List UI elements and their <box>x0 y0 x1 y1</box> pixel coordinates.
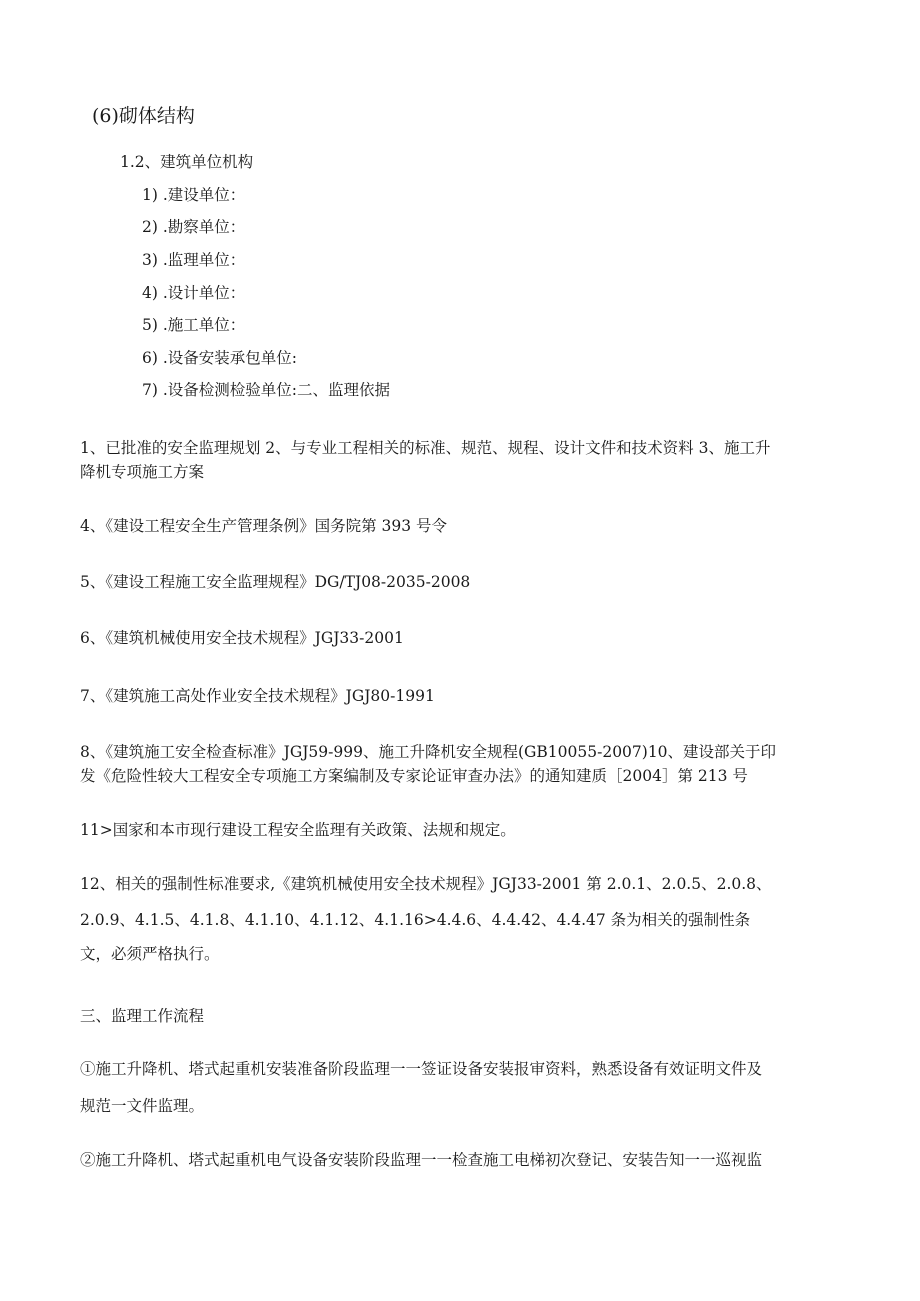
section-heading: (6)砌体结构 <box>92 105 195 127</box>
basis-item-8-cont: 发《危险性较大工程安全专项施工方案编制及专家论证审查办法》的通知建质［2004］第 213 号 <box>80 767 748 785</box>
basis-item-8: 8、《建筑施工安全检查标准》JGJ59-999、施工升降机安全规程(GB10055-2007)10、建设部关于印 <box>80 743 777 761</box>
basis-item-4: 4、《建设工程安全生产管理条例》国务院第 393 号令 <box>80 517 448 535</box>
basis-item-12: 12、相关的强制性标准要求,《建筑机械使用安全技术规程》JGJ33-2001 第 2.0.1、2.0.5、2.0.8、 <box>80 875 772 893</box>
unit-item: 1) .建设单位： <box>142 186 246 204</box>
basis-item-1: 1、已批准的安全监理规划 2、与专业工程相关的标准、规范、规程、设计文件和技术资料 3、施工升 <box>80 439 771 457</box>
unit-item: 3) .监理单位： <box>142 251 246 269</box>
workflow-step-1-cont: 规范一文件监理。 <box>80 1097 205 1115</box>
unit-item: 4) .设计单位： <box>142 284 246 302</box>
unit-item: 2) .勘察单位： <box>142 218 246 236</box>
unit-item: 5) .施工单位： <box>142 316 246 334</box>
workflow-heading: 三、监理工作流程 <box>80 1007 205 1025</box>
basis-item-6: 6、《建筑机械使用安全技术规程》JGJ33-2001 <box>80 629 404 647</box>
basis-item-1-cont: 降机专项施工方案 <box>80 463 205 481</box>
workflow-step-1: ①施工升降机、塔式起重机安装准备阶段监理一一签证设备安装报审资料，熟悉设备有效证明文件及 <box>80 1060 763 1078</box>
basis-item-5: 5、《建设工程施工安全监理规程》DG/TJ08-2035-2008 <box>80 573 471 591</box>
unit-item: 6) .设备安装承包单位: <box>142 349 297 367</box>
workflow-step-2: ②施工升降机、塔式起重机电气设备安装阶段监理一一检查施工电梯初次登记、安装告知一一巡视监 <box>80 1151 763 1169</box>
unit-item: 7) .设备检测检验单位:二、监理依据 <box>142 381 390 399</box>
basis-item-12-cont: 2.0.9、4.1.5、4.1.8、4.1.10、4.1.12、4.1.16>4.4.6、4.4.42、4.4.47 条为相关的强制性条 <box>80 911 751 929</box>
basis-item-7: 7、《建筑施工高处作业安全技术规程》JGJ80-1991 <box>80 687 435 705</box>
subsection-title: 1.2、建筑单位机构 <box>120 153 254 171</box>
basis-item-12-cont: 文，必须严格执行。 <box>80 945 220 963</box>
basis-item-11: 11>国家和本市现行建设工程安全监理有关政策、法规和规定。 <box>80 821 516 839</box>
